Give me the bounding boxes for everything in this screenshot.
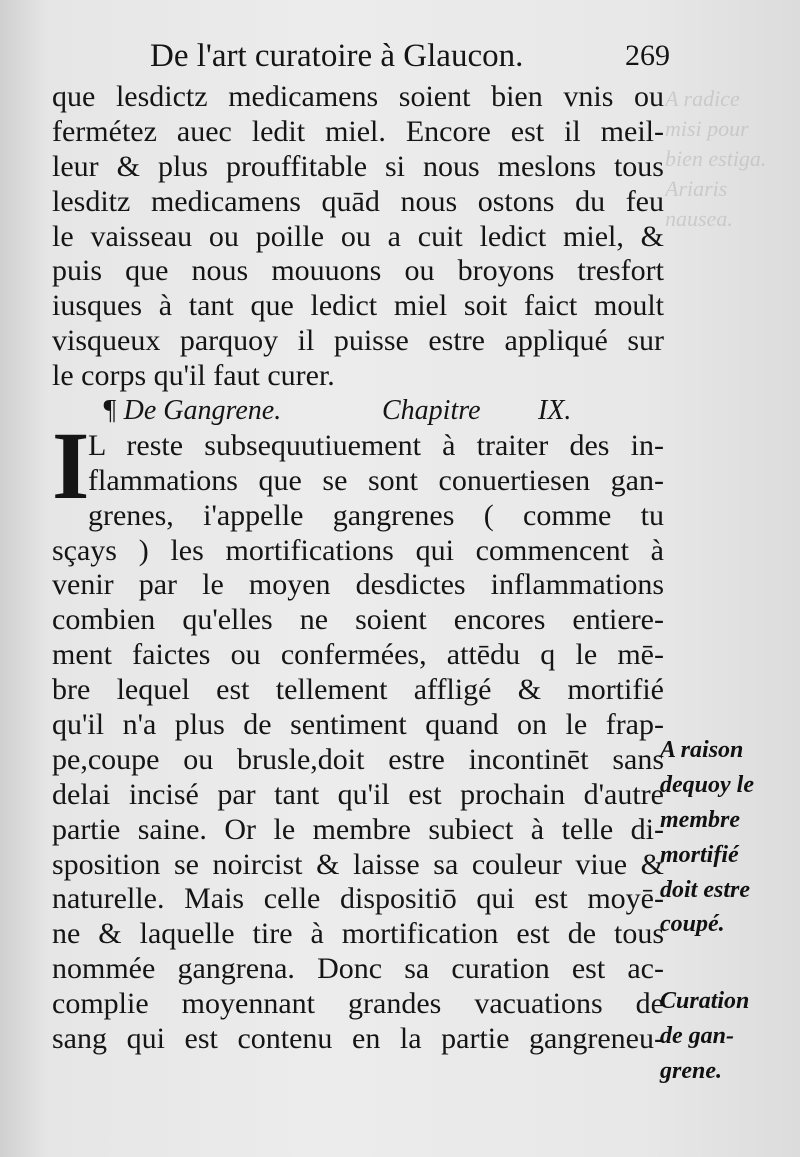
- chapter-number: IX.: [538, 395, 572, 427]
- text-line: sçays ) les mortifications qui commencent à: [52, 533, 664, 567]
- chapter-heading: [52, 394, 664, 429]
- margin-note-line: membre: [660, 806, 740, 833]
- bleed-line: bien estiga.: [665, 146, 767, 171]
- text-line: L reste subsequutiuement à traiter des in-: [88, 428, 664, 462]
- show-through-text: [665, 84, 795, 234]
- text-line: qu'il n'a plus de sentiment quand on le frap-: [52, 708, 664, 742]
- text-line: bre lequel est tellement affligé & mortifié: [52, 673, 664, 707]
- text-line: pe,coupe ou brusle,doit estre incontinēt sans: [52, 742, 664, 776]
- main-text: [52, 80, 664, 1057]
- text-line: que lesdictz medicamens soient bien vnis ou: [52, 80, 664, 113]
- text-line: venir par le moyen desdictes inflammations: [52, 568, 664, 602]
- margin-note-line: dequoy le: [660, 771, 754, 798]
- text-line: delai incisé par tant qu'il est prochain d'autre: [52, 777, 664, 811]
- margin-note-amputation: [660, 733, 795, 942]
- text-line: grenes, i'appelle gangrenes ( comme tu: [88, 498, 664, 532]
- text-line: lesditz medicamens quād nous ostons du feu: [52, 184, 664, 218]
- text-line: visqueux parquoy il puisse estre appliqué sur: [52, 324, 664, 358]
- text-line: flammations que se sont conuertiesen gan-: [88, 463, 664, 497]
- running-title: De l'art curatoire à Glaucon.: [150, 38, 524, 74]
- text-line: le corps qu'il faut curer.: [52, 359, 335, 393]
- margin-note-curation: [660, 984, 795, 1089]
- margin-note-line: de gan-: [660, 1022, 734, 1049]
- text-line: partie saine. Or le membre subiect à telle di-: [52, 812, 664, 846]
- margin-note-line: A raison: [660, 737, 744, 763]
- text-line: sposition se noircist & laisse sa couleur viue &: [52, 847, 664, 881]
- drop-cap: I: [52, 411, 90, 519]
- text-line: fermétez auec ledit miel. Encore est il meil-: [52, 114, 664, 148]
- text-line: nommée gangrena. Donc sa curation est ac-: [52, 952, 664, 986]
- text-line: naturelle. Mais celle dispositiō qui est moyē-: [52, 882, 664, 916]
- text-line: puis que nous mouuons ou broyons tresfort: [52, 254, 664, 288]
- text-line: le vaisseau ou poille ou a cuit ledict miel, &: [52, 219, 664, 253]
- page-header: [150, 36, 670, 76]
- margin-note-line: coupé.: [660, 911, 725, 938]
- bleed-line: nausea.: [665, 206, 733, 231]
- bleed-line: A radice: [665, 86, 740, 111]
- margin-note-line: doit estre: [660, 876, 750, 903]
- text-line: complie moyennant grandes vacuations de: [52, 987, 664, 1021]
- chapter-label: Chapitre: [382, 395, 481, 427]
- text-line: sang qui est contenu en la partie gangreneu-: [52, 1022, 664, 1056]
- bleed-line: Ariaris: [665, 176, 728, 201]
- margin-note-line: grene.: [660, 1057, 722, 1084]
- margin-note-line: mortifié: [660, 841, 739, 868]
- text-line: iusques à tant que ledict miel soit faict moult: [52, 289, 664, 323]
- margin-note-line: Curation: [660, 988, 750, 1014]
- bleed-line: misi pour: [665, 116, 749, 141]
- page-number: 269: [625, 39, 670, 72]
- text-line: leur & plus prouffitable si nous meslons tous: [52, 149, 664, 183]
- text-line: ment faictes ou confermées, attēdu q le mē-: [52, 638, 664, 672]
- chapter-title: ¶ De Gangrene.: [102, 395, 282, 427]
- text-line: ne & laquelle tire à mortification est de tous: [52, 917, 664, 951]
- text-line: combien qu'elles ne soient encores entiere-: [52, 603, 664, 637]
